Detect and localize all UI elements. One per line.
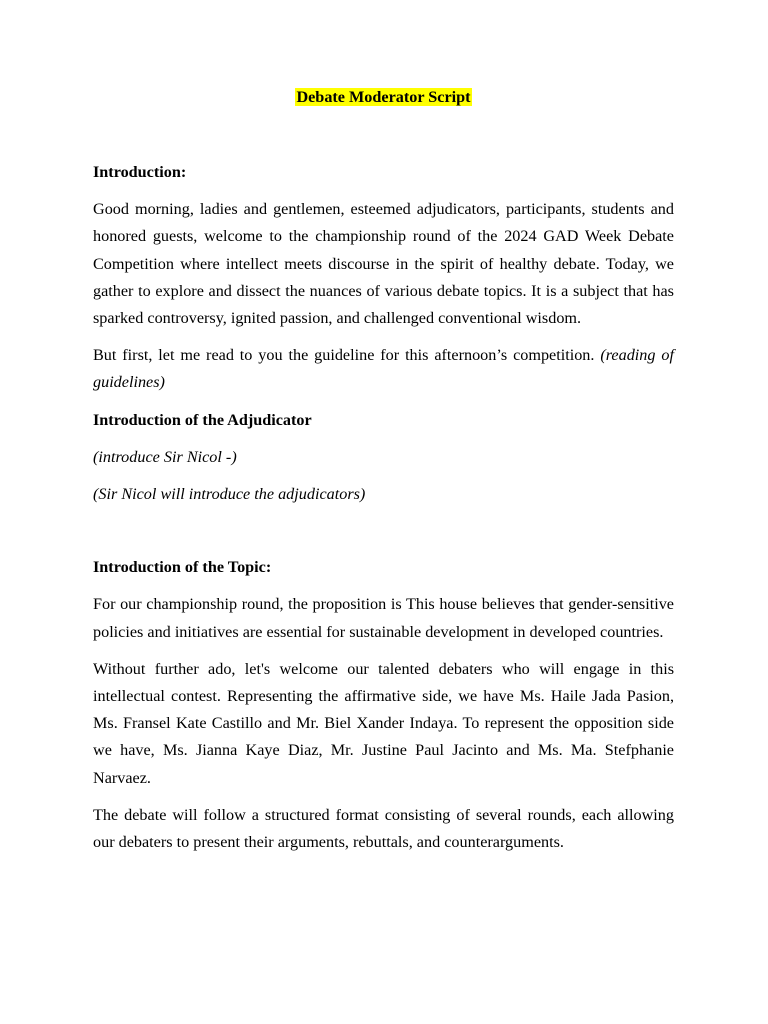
adjudicator-note-1: (introduce Sir Nicol -) [93, 447, 237, 466]
document-page [93, 86, 674, 856]
topic-heading: Introduction of the Topic: [93, 558, 272, 577]
introduction-paragraph: Good morning, ladies and gentlemen, esteemed adjudicators, participants, students and honored guests, welcome to the championship round of the 2024 GAD Week Debate Competition where intellect meets discourse in the spirit of healthy debate. Today, we gather to explore and dissect the nuances of various debate topics. It is a subject that has sparked controversy, ignited passion, and challenged conventional wisdom. [93, 200, 674, 328]
guideline-text: But first, let me read to you the guideline for this afternoon’s competition. [93, 346, 601, 365]
guideline-note: (reading of guidelines) [93, 346, 674, 392]
adjudicator-note-2: (Sir Nicol will introduce the adjudicators) [93, 485, 366, 504]
topic-paragraph: For our championship round, the proposition is This house believes that gender-sensitive policies and initiatives are essential for sustainable development in developed countries. [93, 595, 674, 641]
debaters-paragraph: Without further ado, let's welcome our talented debaters who will engage in this intellectual contest. Representing the affirmative side, we have Ms. Haile Jada Pasion, Ms. Fransel Kate Castillo and Mr. Biel Xander Indaya. To represent the opposition side we have, Ms. Jianna Kaye Diaz, Mr. Justine Paul Jacinto and Ms. Ma. Stefphanie Narvaez. [93, 659, 674, 787]
guideline-paragraph [93, 342, 674, 396]
introduction-heading: Introduction: [93, 163, 187, 181]
title-line [93, 86, 674, 108]
adjudicator-heading: Introduction of the Adjudicator [93, 410, 312, 429]
document-title: Debate Moderator Script [296, 88, 471, 106]
format-paragraph: The debate will follow a structured format consisting of several rounds, each allowing our debaters to present their arguments, rebuttals, and counterarguments. [93, 805, 674, 852]
